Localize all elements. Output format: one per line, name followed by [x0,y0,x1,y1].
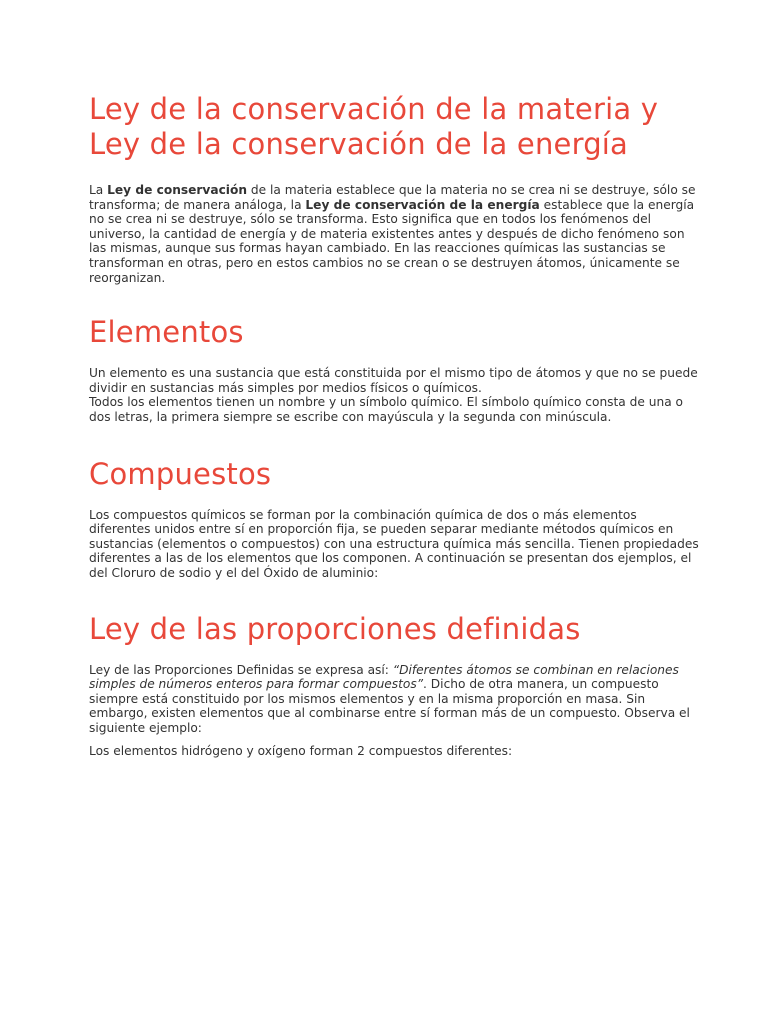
section-heading-proporciones: Ley de las proporciones definidas [89,611,581,646]
intro-bold-1: Ley de conservación [107,183,248,197]
section-heading-compuestos: Compuestos [89,456,272,491]
elementos-paragraph-1: Un elemento es una sustancia que está constituida por el mismo tipo de átomos y que no se puede dividir en sustancias más simples por medios físicos o químicos. [89,366,698,395]
page-title: Ley de la conservación de la materia y Ley de la conservación de la energía [89,92,659,161]
elementos-paragraph-2: Todos los elementos tienen un nombre y un símbolo químico. El símbolo químico consta de una o dos letras, la primera siempre se escribe con mayúscula y la segunda con minúscula. [89,395,684,424]
compuestos-paragraph: Los compuestos químicos se forman por la combinación química de dos o más elementos diferentes unidos entre sí en proporción fija, se pueden separar mediante métodos químicos en sustancias (elementos o compuestos) con una estructura química más sencilla. Tienen propiedades diferentes a las de los elementos que los componen. A continuación se presentan dos ejemplos, el del Cloruro de sodio y el del Óxido de aluminio: [89,507,699,580]
proporciones-paragraph [89,663,699,736]
proporciones-paragraph-2: Los elementos hidrógeno y oxígeno forman 2 compuestos diferentes: [89,744,513,759]
proporciones-quote: “Diferentes átomos se combinan en relaciones simples de números enteros para formar compuestos” [89,662,679,692]
document-page [89,92,699,759]
intro-text-2: de la materia establece que la materia no se crea ni se destruye, sólo se transforma; de manera análoga, la [89,183,696,212]
intro-bold-2: Ley de conservación de la energía [305,197,540,212]
proporciones-text-1: Ley de las Proporciones Definidas se expresa así: [89,662,393,677]
intro-paragraph [89,183,699,285]
proporciones-text-2: . Dicho de otra manera, un compuesto siempre está constituido por los mismos elementos y en la misma proporción en masa. Sin embargo, existen elementos que al combinarse entre sí forman más de un compuesto. Observa el siguiente ejemplo: [89,677,690,735]
intro-text-3: establece que la energía no se crea ni se destruye, sólo se transforma. Esto significa que en todos los fenómenos del universo, la cantidad de energía y de materia existentes antes y después de dicho fenómeno son las mismas, aunque sus formas hayan cambiado. En las reacciones químicas las sustancias se transforman en otras, pero en estos cambios no se crean o se destruyen átomos, únicamente se reorganizan. [89,197,695,285]
section-heading-elementos: Elementos [89,315,244,350]
intro-text-1: La [89,183,108,197]
